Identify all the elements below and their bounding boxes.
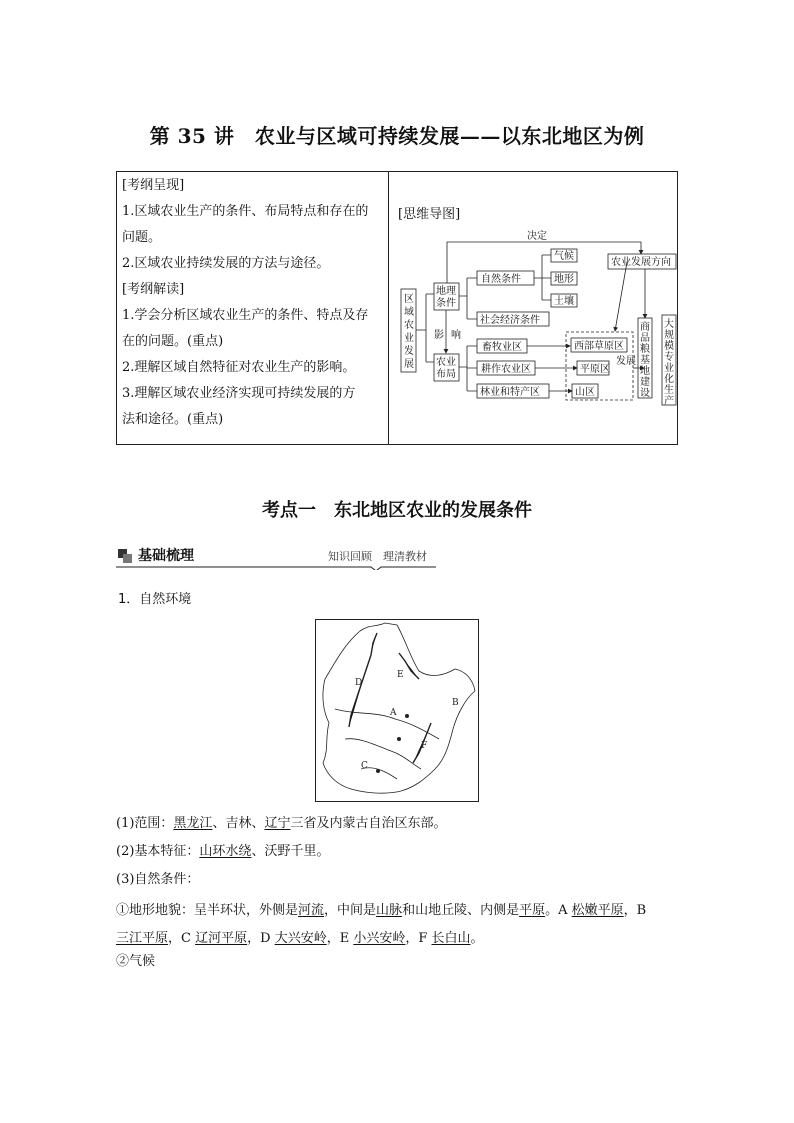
basics-header [116, 544, 436, 570]
svg-text:设: 设 [640, 388, 650, 399]
map-label-c: C [361, 761, 368, 771]
svg-text:展: 展 [404, 359, 414, 370]
develop-label: 发展 [616, 356, 636, 367]
svg-text:规: 规 [664, 330, 674, 341]
forestry-label: 林业和特产区 [480, 387, 540, 398]
pasture-label: 畜牧业区 [482, 342, 522, 353]
requirements-column [117, 172, 389, 444]
map-label-b: B [452, 698, 459, 708]
natural-env-heading: 1．自然环境 [118, 592, 192, 607]
climate-label: 气候 [554, 251, 574, 262]
svg-text:建: 建 [640, 377, 650, 388]
svg-text:生: 生 [664, 385, 674, 396]
terrain-paragraph: ①地形地貌：呈半环状，外侧是河流，中间是山脉和山地丘陵、内侧是平原。A 松嫩平原，B 三江平原，C 辽河平原，D 大兴安岭，E 小兴安岭，F 长白山。 [116, 903, 647, 946]
requirements-table [116, 171, 678, 445]
conditions-heading: (3)自然条件： [116, 872, 200, 887]
svg-text:模: 模 [664, 341, 674, 352]
svg-text:品: 品 [640, 333, 650, 344]
region-label [404, 293, 414, 370]
geo-cond-label: 地理 [436, 286, 456, 297]
svg-text:业: 业 [404, 333, 414, 344]
influence-label: 影 [434, 330, 444, 341]
requirement-item: 1.区域农业生产的条件、布局特点和存在的 [122, 204, 369, 219]
terrain-label: 地形 [554, 274, 574, 285]
svg-text:发: 发 [404, 346, 414, 357]
svg-text:业: 业 [664, 363, 674, 374]
layout-label: 布局 [436, 369, 456, 380]
interpretation-item: 1.学会分析区域农业生产的条件、特点及存 [122, 308, 369, 323]
scope-line: (1)范围：黑龙江、吉林、辽宁三省及内蒙古自治区东部。 [116, 816, 447, 831]
soil-label: 土壤 [554, 296, 574, 307]
svg-text:农: 农 [404, 320, 414, 331]
svg-text:区: 区 [404, 294, 414, 305]
svg-text:商: 商 [640, 322, 650, 333]
natural-label: 自然条件 [481, 274, 521, 285]
basics-subtitle: 知识回顾 理清教材 [328, 550, 427, 563]
west-label: 西部草原区 [574, 341, 624, 352]
svg-text:粮: 粮 [640, 344, 650, 355]
interpretation-item: 在的问题。(重点) [122, 334, 224, 349]
interpretation-item: 法和途径。(重点) [122, 412, 224, 427]
feature-line: (2)基本特征：山环水绕、沃野千里。 [116, 844, 330, 859]
decide-label: 决定 [527, 231, 547, 242]
interpretation-heading: [考纲解读] [122, 282, 185, 297]
mind-map-column [389, 172, 677, 444]
basics-title: 基础梳理 [138, 548, 194, 564]
map-label-a: A [390, 708, 397, 718]
svg-text:地: 地 [640, 366, 650, 377]
geo-cond-label: 条件 [436, 298, 456, 309]
mind-map-label: [思维导图] [398, 207, 461, 222]
requirements-heading: [考纲呈现] [122, 178, 185, 193]
layout-label: 农业 [436, 357, 456, 368]
requirement-item: 问题。 [122, 230, 162, 245]
mountain-label: 山区 [575, 387, 595, 398]
map-label-f: F [421, 741, 428, 751]
direction-label: 农业发展方向 [611, 257, 671, 268]
svg-text:产: 产 [664, 396, 674, 407]
svg-text:域: 域 [404, 307, 414, 318]
social-label: 社会经济条件 [480, 315, 540, 326]
svg-text:大: 大 [664, 319, 674, 330]
svg-text:基: 基 [640, 355, 650, 366]
northeast-map [315, 619, 479, 802]
section-title: 考点一 东北地区农业的发展条件 [262, 500, 532, 521]
map-label-e: E [397, 670, 404, 680]
plain-label: 平原区 [580, 364, 610, 375]
map-label-d: D [355, 678, 363, 688]
influence-label: 响 [451, 330, 461, 341]
requirement-item: 2.区域农业持续发展的方法与途径。 [122, 256, 330, 271]
large-scale-label [664, 317, 674, 407]
grain-base-label [640, 320, 650, 399]
interpretation-item: 3.理解区域农业经济实现可持续发展的方 [122, 386, 356, 401]
interpretation-item: 2.理解区域自然特征对农业生产的影响。 [122, 360, 356, 375]
svg-text:化: 化 [664, 374, 674, 385]
farming-label: 耕作农业区 [481, 364, 531, 375]
svg-text:专: 专 [664, 352, 674, 363]
page-title: 第 35 讲 农业与区域可持续发展——以东北地区为例 [149, 124, 645, 148]
square-icon [118, 548, 132, 562]
mind-map-diagram [389, 172, 677, 444]
climate-heading: ②气候 [116, 954, 156, 969]
